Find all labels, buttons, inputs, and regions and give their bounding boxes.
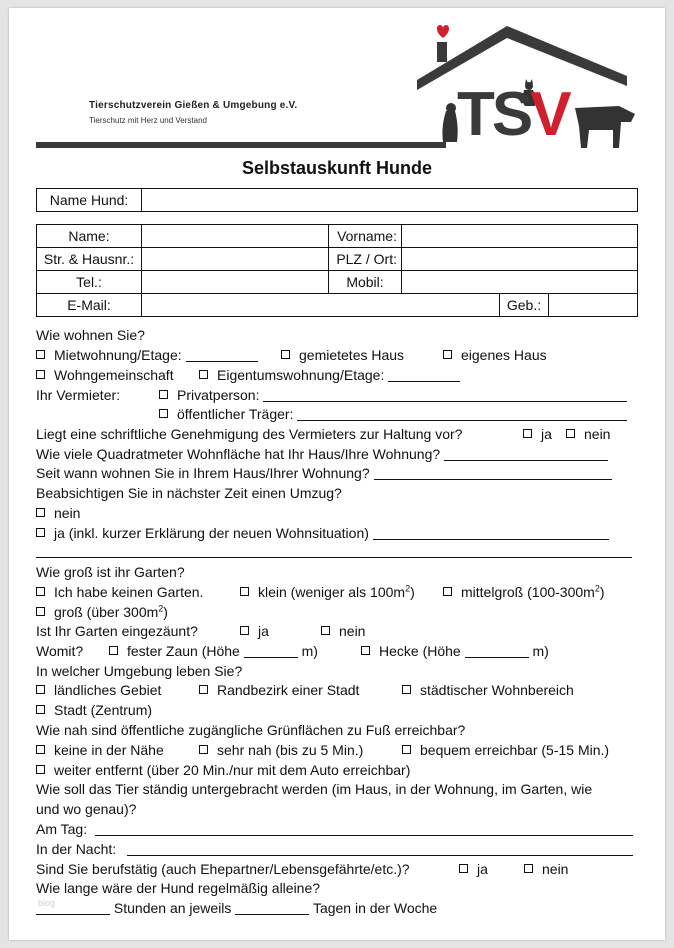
org-slogan: Tierschutz mit Herz und Verstand [89, 116, 207, 125]
checkbox[interactable] [443, 350, 452, 359]
dog-name-label: Name Hund: [37, 189, 142, 212]
option-stadt-zentrum[interactable] [36, 702, 152, 719]
fill-line[interactable] [297, 407, 627, 421]
checkbox[interactable] [109, 646, 118, 655]
tagen-label: Tagen in der Woche [312, 900, 438, 916]
dog-name-table [36, 188, 638, 212]
option-beruf-ja[interactable] [459, 861, 488, 878]
fill-line-umzug[interactable] [36, 557, 632, 558]
option-eigenes-haus[interactable] [443, 347, 547, 364]
question-garten: Wie groß ist ihr Garten? [36, 564, 185, 580]
checkbox[interactable] [402, 685, 411, 694]
unit-label: m) [532, 643, 549, 659]
checkbox[interactable] [361, 646, 370, 655]
birthdate-label: Geb.: [500, 294, 549, 317]
alleine-answer-line [36, 900, 437, 917]
checkbox[interactable] [566, 429, 575, 438]
option-gemietetes-haus[interactable] [281, 347, 404, 364]
option-hecke[interactable] [361, 643, 549, 660]
option-label: ja [258, 623, 269, 639]
question-berufstaetig: Sind Sie berufstätig (auch Ehepartner/Lebensgefährte/etc.)? [36, 861, 410, 877]
fill-line[interactable] [444, 447, 608, 461]
label-am-tag: Am Tag: [36, 821, 88, 837]
option-label: gemietetes Haus [299, 347, 405, 363]
option-kein-garten[interactable] [36, 584, 203, 601]
watermark: blog [38, 898, 56, 908]
checkbox[interactable] [36, 765, 45, 774]
question-wohnen: Wie wohnen Sie? [36, 327, 145, 343]
option-garten-gross[interactable] [36, 604, 168, 621]
phone-label: Tel.: [37, 271, 142, 294]
checkbox[interactable] [199, 745, 208, 754]
checkbox[interactable] [281, 350, 290, 359]
fill-line[interactable] [263, 388, 627, 402]
checkbox[interactable] [36, 528, 45, 537]
checkbox[interactable] [36, 370, 45, 379]
option-bequem[interactable] [402, 742, 609, 759]
heart-icon [437, 25, 449, 38]
name-label: Name: [37, 225, 142, 248]
question-umzug: Beabsichtigen Sie in nächster Zeit einen Umzug? [36, 485, 342, 501]
option-weiter-entfernt[interactable] [36, 762, 410, 779]
option-label: klein (weniger als 100m [258, 584, 406, 600]
firstname-field[interactable] [402, 225, 638, 248]
page-title: Selbstauskunft Hunde [241, 158, 433, 178]
fill-line-stunden[interactable] [36, 901, 110, 915]
checkbox[interactable] [523, 429, 532, 438]
checkbox[interactable] [199, 370, 208, 379]
email-field[interactable] [142, 294, 500, 317]
question-eingezaeunt: Ist Ihr Garten eingezäunt? [36, 623, 198, 639]
zip-city-label: PLZ / Ort: [329, 248, 402, 271]
checkbox[interactable] [36, 587, 45, 596]
form-page [9, 8, 665, 940]
checkbox[interactable] [402, 745, 411, 754]
firstname-label: Vorname: [329, 225, 402, 248]
tsv-logo-text [457, 80, 587, 150]
question-umgebung: In welcher Umgebung leben Sie? [36, 663, 243, 679]
checkbox[interactable] [36, 350, 45, 359]
mobile-label: Mobil: [329, 271, 402, 294]
option-garten-mittelgross[interactable] [443, 584, 605, 601]
personal-data-table [36, 224, 638, 317]
question-untergebracht-cont: und wo genau)? [36, 801, 137, 817]
option-label: nein [542, 861, 569, 877]
option-label: groß (über 300m [54, 604, 159, 620]
option-label: keine in der Nähe [54, 742, 164, 758]
option-genehmigung-nein[interactable] [566, 426, 610, 443]
option-sehr-nah[interactable] [199, 742, 363, 759]
option-garten-klein[interactable] [240, 584, 415, 601]
option-label: Privatperson: [177, 387, 260, 403]
option-label: Wohngemeinschaft [54, 367, 174, 383]
option-label: bequem erreichbar (5-15 Min.) [420, 742, 610, 758]
fill-line-am-tag[interactable] [95, 835, 633, 836]
checkbox[interactable] [459, 864, 468, 873]
fill-line[interactable] [244, 644, 298, 658]
dog-name-field[interactable] [142, 189, 638, 212]
fill-line-tagen[interactable] [235, 901, 309, 915]
mobile-field[interactable] [402, 271, 638, 294]
option-mietwohnung[interactable] [36, 347, 258, 364]
option-wohngemeinschaft[interactable] [36, 367, 174, 384]
option-label: ja [541, 426, 552, 442]
option-privatperson[interactable] [159, 387, 627, 404]
option-label: sehr nah (bis zu 5 Min.) [217, 742, 364, 758]
question-seit-wann [36, 465, 612, 482]
option-label: Mietwohnung/Etage: [54, 347, 182, 363]
option-laendlich[interactable] [36, 682, 161, 699]
birthdate-field[interactable] [549, 294, 638, 317]
checkbox[interactable] [443, 587, 452, 596]
logo-letter: V [530, 80, 569, 149]
option-staedtisch[interactable] [402, 682, 574, 699]
question-text: Seit wann wohnen Sie in Ihrem Haus/Ihrer Wohnung? [36, 465, 370, 481]
fill-line[interactable] [388, 368, 460, 382]
label-womit: Womit? [36, 643, 84, 659]
option-label: nein [584, 426, 611, 442]
street-label: Str. & Hausnr.: [37, 248, 142, 271]
header-rule [36, 142, 446, 148]
checkbox[interactable] [36, 705, 45, 714]
stunden-label: Stunden an jeweils [113, 900, 232, 916]
question-text: Wie viele Quadratmeter Wohnfläche hat Ihr Haus/Ihre Wohnung? [36, 446, 441, 462]
option-label: nein [339, 623, 366, 639]
checkbox[interactable] [321, 626, 330, 635]
option-label: ja [477, 861, 488, 877]
option-randbezirk[interactable] [199, 682, 359, 699]
superscript: 2 [158, 603, 164, 614]
label-in-der-nacht: In der Nacht: [36, 841, 117, 857]
option-label: nein [54, 505, 81, 521]
street-field[interactable] [142, 248, 329, 271]
option-label: weiter entfernt (über 20 Min./nur mit dem Auto erreichbar) [54, 762, 411, 778]
question-genehmigung: Liegt eine schriftliche Genehmigung des Vermieters zur Haltung vor? [36, 426, 463, 442]
fill-line[interactable] [373, 526, 609, 540]
checkbox[interactable] [240, 587, 249, 596]
logo-letter: S [491, 80, 531, 149]
fill-line[interactable] [465, 644, 529, 658]
option-label: Randbezirk einer Stadt [217, 682, 360, 698]
checkbox[interactable] [36, 745, 45, 754]
option-fester-zaun[interactable] [109, 643, 318, 660]
checkbox[interactable] [199, 685, 208, 694]
question-quadratmeter [36, 446, 608, 463]
option-label: fester Zaun (Höhe [127, 643, 240, 659]
option-label: städtischer Wohnbereich [420, 682, 574, 698]
dog-silhouette-icon [442, 103, 457, 142]
logo-letter: T [457, 80, 492, 149]
phone-field[interactable] [142, 271, 329, 294]
checkbox[interactable] [159, 409, 168, 418]
option-label: mittelgroß (100-300m [461, 584, 595, 600]
question-alleine: Wie lange wäre der Hund regelmäßig alleine? [36, 880, 321, 896]
option-label: ja (inkl. kurzer Erklärung der neuen Wohnsituation) [54, 525, 369, 541]
option-eigentumswohnung[interactable] [199, 367, 460, 384]
option-oeffentlicher-traeger[interactable] [159, 406, 627, 423]
checkbox[interactable] [36, 685, 45, 694]
option-keine-naehe[interactable] [36, 742, 164, 759]
question-gruenflaechen: Wie nah sind öffentliche zugängliche Grünflächen zu Fuß erreichbar? [36, 722, 466, 738]
checkbox[interactable] [36, 607, 45, 616]
checkbox[interactable] [36, 508, 45, 517]
option-label: Ich habe keinen Garten. [54, 584, 204, 600]
fill-line[interactable] [374, 466, 612, 480]
superscript: 2 [594, 583, 600, 594]
paren: ) [599, 584, 605, 600]
option-label: Hecke (Höhe [379, 643, 461, 659]
zip-city-field[interactable] [402, 248, 638, 271]
org-name: Tierschutzverein Gießen & Umgebung e.V. [89, 100, 298, 111]
option-umzug-nein[interactable] [36, 505, 80, 522]
unit-label: m) [301, 643, 318, 659]
paren: ) [410, 584, 415, 600]
option-label: öffentlicher Träger: [177, 406, 294, 422]
paren: ) [163, 604, 168, 620]
option-eingezaeunt-nein[interactable] [321, 623, 365, 640]
option-beruf-nein[interactable] [524, 861, 568, 878]
option-label: Stadt (Zentrum) [54, 702, 153, 718]
option-label: Eigentumswohnung/Etage: [217, 367, 385, 383]
option-label: ländliches Gebiet [54, 682, 162, 698]
fill-line-nacht[interactable] [127, 855, 633, 856]
label-vermieter: Ihr Vermieter: [36, 387, 121, 403]
name-field[interactable] [142, 225, 329, 248]
option-genehmigung-ja[interactable] [523, 426, 552, 443]
fill-line[interactable] [186, 348, 258, 362]
checkbox[interactable] [524, 864, 533, 873]
email-label: E-Mail: [37, 294, 142, 317]
checkbox[interactable] [159, 390, 168, 399]
question-untergebracht: Wie soll das Tier ständig untergebracht werden (im Haus, in der Wohnung, im Garten, wie [36, 781, 593, 797]
option-eingezaeunt-ja[interactable] [240, 623, 269, 640]
superscript: 2 [405, 583, 411, 594]
option-label: eigenes Haus [461, 347, 547, 363]
checkbox[interactable] [240, 626, 249, 635]
option-umzug-ja[interactable] [36, 525, 609, 542]
